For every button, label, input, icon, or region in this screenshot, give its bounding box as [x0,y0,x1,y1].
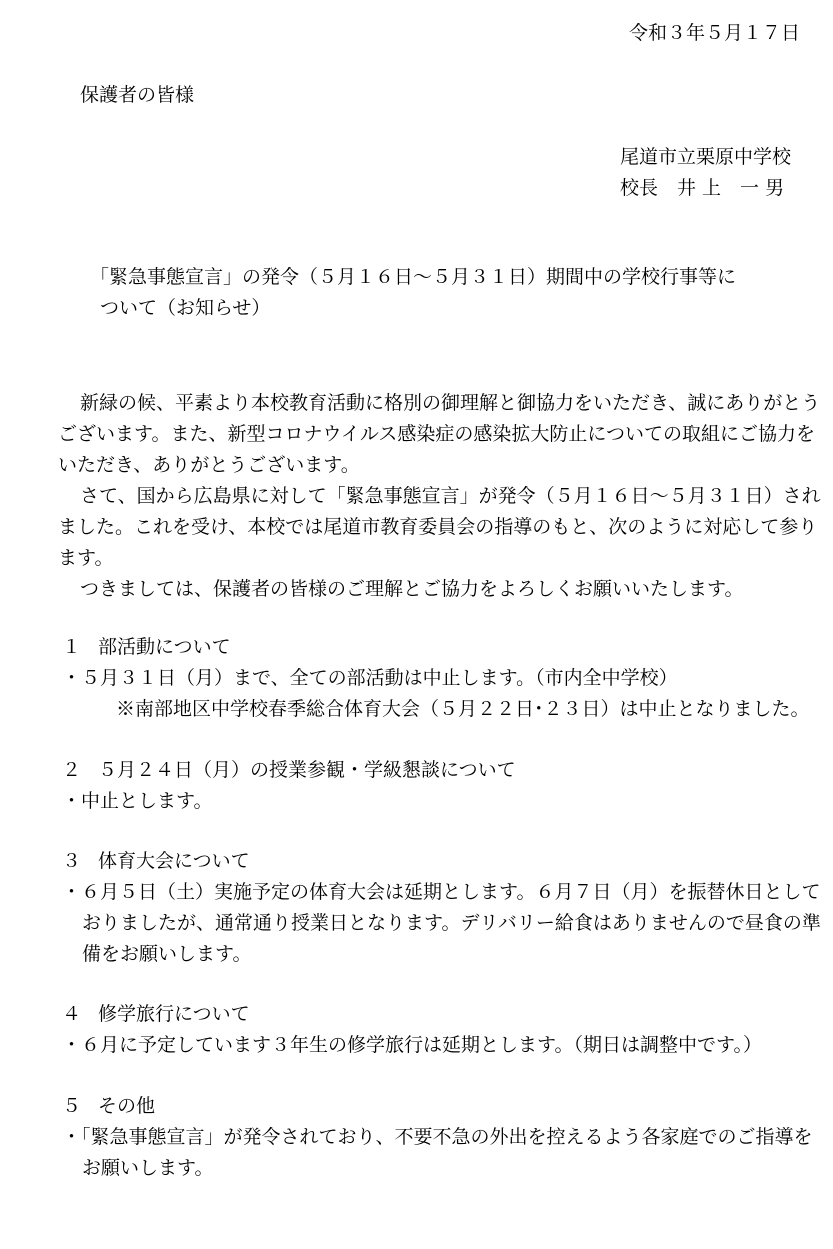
notice-title-line1: 「緊急事態宣言」の発令（５月１６日～５月３１日）期間中の学校行事等に [90,266,737,288]
section-sports-day [62,846,827,970]
school-name: 尾道市立栗原中学校 [620,146,792,168]
section-item: ・中止とします。 [62,790,213,812]
section-school-trip [62,999,827,1061]
document-date: 令和３年５月１７日 [628,22,800,44]
section-title: 体育大会について [98,850,250,872]
section-heading [62,846,827,877]
section-body [62,786,827,817]
section-heading [62,755,827,786]
section-number: １ [62,636,82,658]
intro-text [58,388,823,605]
section-heading [62,999,827,1030]
section-number: ２ [62,759,82,781]
section-item: ・６月に予定しています３年生の修学旅行は延期とします。（期日は調整中です。） [62,1034,762,1056]
addressee: 保護者の皆様 [80,84,195,106]
section-body [62,1122,827,1184]
section-title: その他 [98,1095,156,1117]
section-title: 部活動について [98,636,231,658]
section-club-activities [62,632,827,725]
notice-title-line2: ついて（お知らせ） [100,297,271,319]
section-body [62,663,827,725]
intro-paragraph-1: 新緑の候、平素より本校教育活動に格別の御理解と御協力をいただき、誠にありがとうございます。また、新型コロナウイルス感染症の感染拡大防止についての取組にご協力をいただき、ありがとうございます。 [58,392,821,476]
section-other [62,1091,827,1184]
section-item: ・「緊急事態宣言」が発令されており、不要不急の外出を控えるよう各家庭でのご指導をお願いします。 [62,1126,813,1179]
section-number: ４ [62,1003,82,1025]
intro-paragraph-3: つきましては、保護者の皆様のご理解とご協力をよろしくお願いいたします。 [80,578,744,600]
sender-block [620,142,791,204]
section-title: 修学旅行について [98,1003,250,1025]
section-note: ※南部地区中学校春季総合体育大会（５月２２日･２３日）は中止となりました。 [116,698,810,720]
notice-title [90,262,746,324]
section-number: ５ [62,1095,82,1117]
intro-paragraph-2: さて、国から広島県に対して「緊急事態宣言」が発令（５月１６日～５月３１日）されました。これを受け、本校では尾道市教育委員会の指導のもと、次のように対応して参ります。 [58,485,821,569]
section-body [62,877,827,970]
section-item: ・５月３１日（月）まで、全ての部活動は中止します。（市内全中学校） [62,667,678,689]
section-number: ３ [62,850,82,872]
section-heading [62,632,827,663]
section-heading [62,1091,827,1122]
section-title: ５月２４日（月）の授業参観・学級懇談について [98,759,516,781]
section-body [62,1030,827,1061]
section-class-observation [62,755,827,817]
principal-name: 校長 井 上 一 男 [620,177,785,199]
section-item: ・６月５日（土）実施予定の体育大会は延期とします。６月７日（月）を振替休日としておりましたが、通常通り授業日となります。デリバリー給食はありませんので昼食の準備をお願いします。 [62,881,821,965]
